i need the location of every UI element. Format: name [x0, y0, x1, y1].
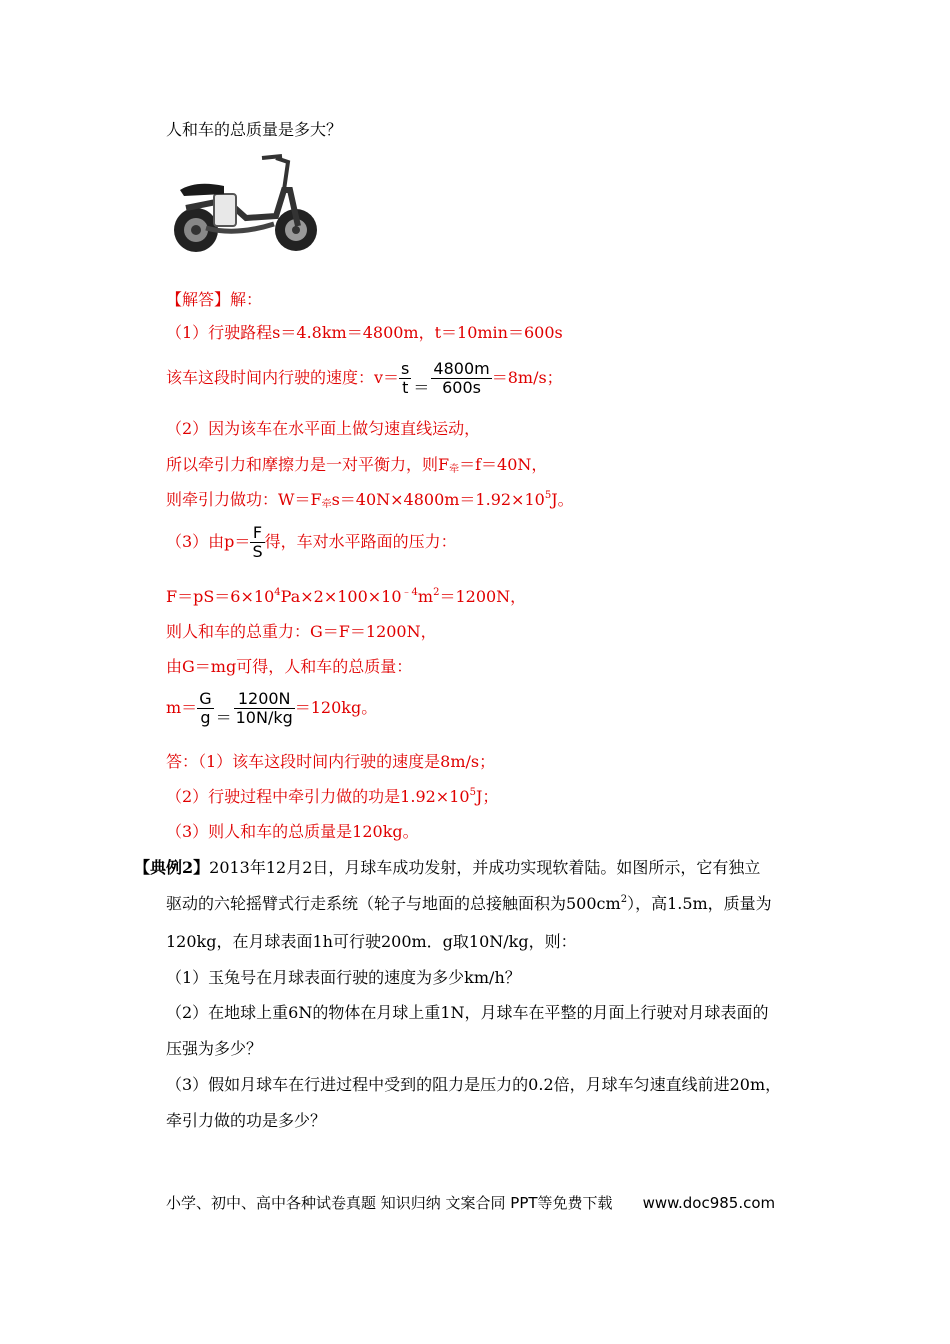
- answer-line-12: [166, 787, 498, 807]
- answer-line-7-d: ＝1200N，: [439, 587, 527, 606]
- fraction-1200N-over-10Nkg: [234, 690, 295, 727]
- answer-line-5-b: s＝40N×4800m＝1.92×10: [331, 490, 545, 509]
- fraction-G-over-g: [197, 690, 213, 727]
- answer-line-10-a: m＝: [166, 698, 198, 717]
- answer-line-6-a: （3）由p＝: [166, 532, 251, 551]
- answer-line-9: 由G＝mg可得，人和车的总质量：: [166, 657, 413, 676]
- example2-question-1: （1）玉兔号在月球表面行驶的速度为多少km/h？: [166, 968, 521, 987]
- answer-line-4-a: 所以牵引力和摩擦力是一对平衡力，则F: [166, 455, 450, 474]
- example2-question-2a: （2）在地球上重6N的物体在月球上重1N，月球车在平整的月面上行驶对月球表面的: [166, 1003, 769, 1022]
- equals-sign: ＝: [413, 377, 430, 397]
- equals-sign: ＝: [215, 707, 232, 727]
- answer-line-7-c: m: [417, 587, 434, 606]
- answer-line-5-c: J。: [551, 490, 574, 509]
- superscript-5: 5: [469, 787, 476, 798]
- example2-tag: 【典例2】: [134, 858, 210, 877]
- example2-line-1: [134, 858, 760, 878]
- fraction-denominator: S: [252, 542, 263, 561]
- example2-question-3b: 牵引力做的功是多少？: [166, 1111, 327, 1130]
- answer-header: 【解答】解：: [166, 290, 263, 309]
- fraction-denominator: 600s: [442, 378, 481, 397]
- fraction-F-over-S: [250, 524, 264, 561]
- answer-line-3: （2）因为该车在水平面上做匀速直线运动，: [166, 419, 481, 438]
- example2-line-3: 120kg，在月球表面1h可行驶200m．g取10N/kg，则：: [166, 932, 577, 951]
- answer-line-7: [166, 587, 526, 607]
- superscript-5: 5: [544, 490, 552, 501]
- fraction-denominator: g: [200, 708, 211, 727]
- answer-line-7-b: Pa×2×100×10: [280, 587, 402, 606]
- answer-line-10: [166, 688, 377, 728]
- superscript-2: 2: [620, 894, 628, 905]
- answer-line-2-prefix: 该车这段时间内行驶的速度：v＝: [166, 368, 400, 387]
- subscript-traction: 牵: [321, 499, 332, 510]
- answer-line-13: （3）则人和车的总质量是120kg。: [166, 822, 419, 841]
- answer-line-5-a: 则牵引力做功：W＝F: [166, 490, 322, 509]
- answer-line-10-b: ＝120kg。: [294, 698, 378, 717]
- fraction-denominator: 10N/kg: [235, 708, 293, 727]
- example2-line-2: [166, 894, 772, 914]
- footer-text: 小学、初中、高中各种试卷真题 知识归纳 文案合同 PPT等免费下载: [166, 1194, 613, 1212]
- fraction-numerator: 4800m: [433, 359, 490, 378]
- answer-line-2-suffix: ＝8m/s；: [491, 368, 563, 387]
- fraction-numerator: s: [401, 359, 410, 378]
- superscript-4: 4: [274, 587, 281, 598]
- fraction-4800m-over-600s: [431, 360, 491, 397]
- answer-line-12-a: （2）行驶过程中牵引力做的功是1.92×10: [166, 787, 470, 806]
- answer-line-1: （1）行驶路程s＝4.8km＝4800m，t＝10min＝600s: [166, 323, 563, 342]
- example2-text-2b: ），高1.5m，质量为: [627, 894, 772, 913]
- superscript-minus-4: ﹣4: [401, 587, 418, 598]
- fraction-denominator: t: [402, 378, 409, 397]
- superscript-2: 2: [433, 587, 440, 598]
- answer-line-6-b: 得，车对水平路面的压力：: [264, 532, 457, 551]
- question-tail: 人和车的总质量是多大？: [166, 120, 343, 139]
- answer-line-2: [166, 358, 563, 398]
- footer-url[interactable]: www.doc985.com: [642, 1194, 776, 1212]
- electric-scooter-image: [166, 150, 322, 254]
- answer-line-7-a: F＝pS＝6×10: [166, 587, 275, 606]
- answer-line-8: 则人和车的总重力：G＝F＝1200N，: [166, 622, 437, 641]
- answer-line-6: [166, 522, 457, 562]
- example2-question-2b: 压强为多少？: [166, 1039, 263, 1058]
- answer-line-4-b: ＝f＝40N，: [459, 455, 548, 474]
- fraction-numerator: 1200N: [234, 690, 295, 709]
- example2-text-1: 2013年12月2日，月球车成功发射，并成功实现软着陆。如图所示，它有独立: [209, 858, 761, 877]
- example2-text-2a: 驱动的六轮摇臂式行走系统（轮子与地面的总接触面积为500cm: [166, 894, 621, 913]
- answer-line-4: [166, 455, 547, 475]
- fraction-s-over-t: [399, 360, 411, 397]
- example2-question-3a: （3）假如月球车在行进过程中受到的阻力是压力的0.2倍，月球车匀速直线前进20m，: [166, 1075, 782, 1094]
- answer-line-5: [166, 490, 574, 510]
- answer-line-12-b: J；: [475, 787, 499, 806]
- fraction-numerator: G: [199, 689, 212, 708]
- page-footer: [166, 1192, 775, 1213]
- answer-line-11: 答：（1）该车这段时间内行驶的速度是8m/s；: [166, 752, 496, 771]
- subscript-traction: 牵: [449, 464, 460, 475]
- fraction-numerator: F: [250, 524, 264, 543]
